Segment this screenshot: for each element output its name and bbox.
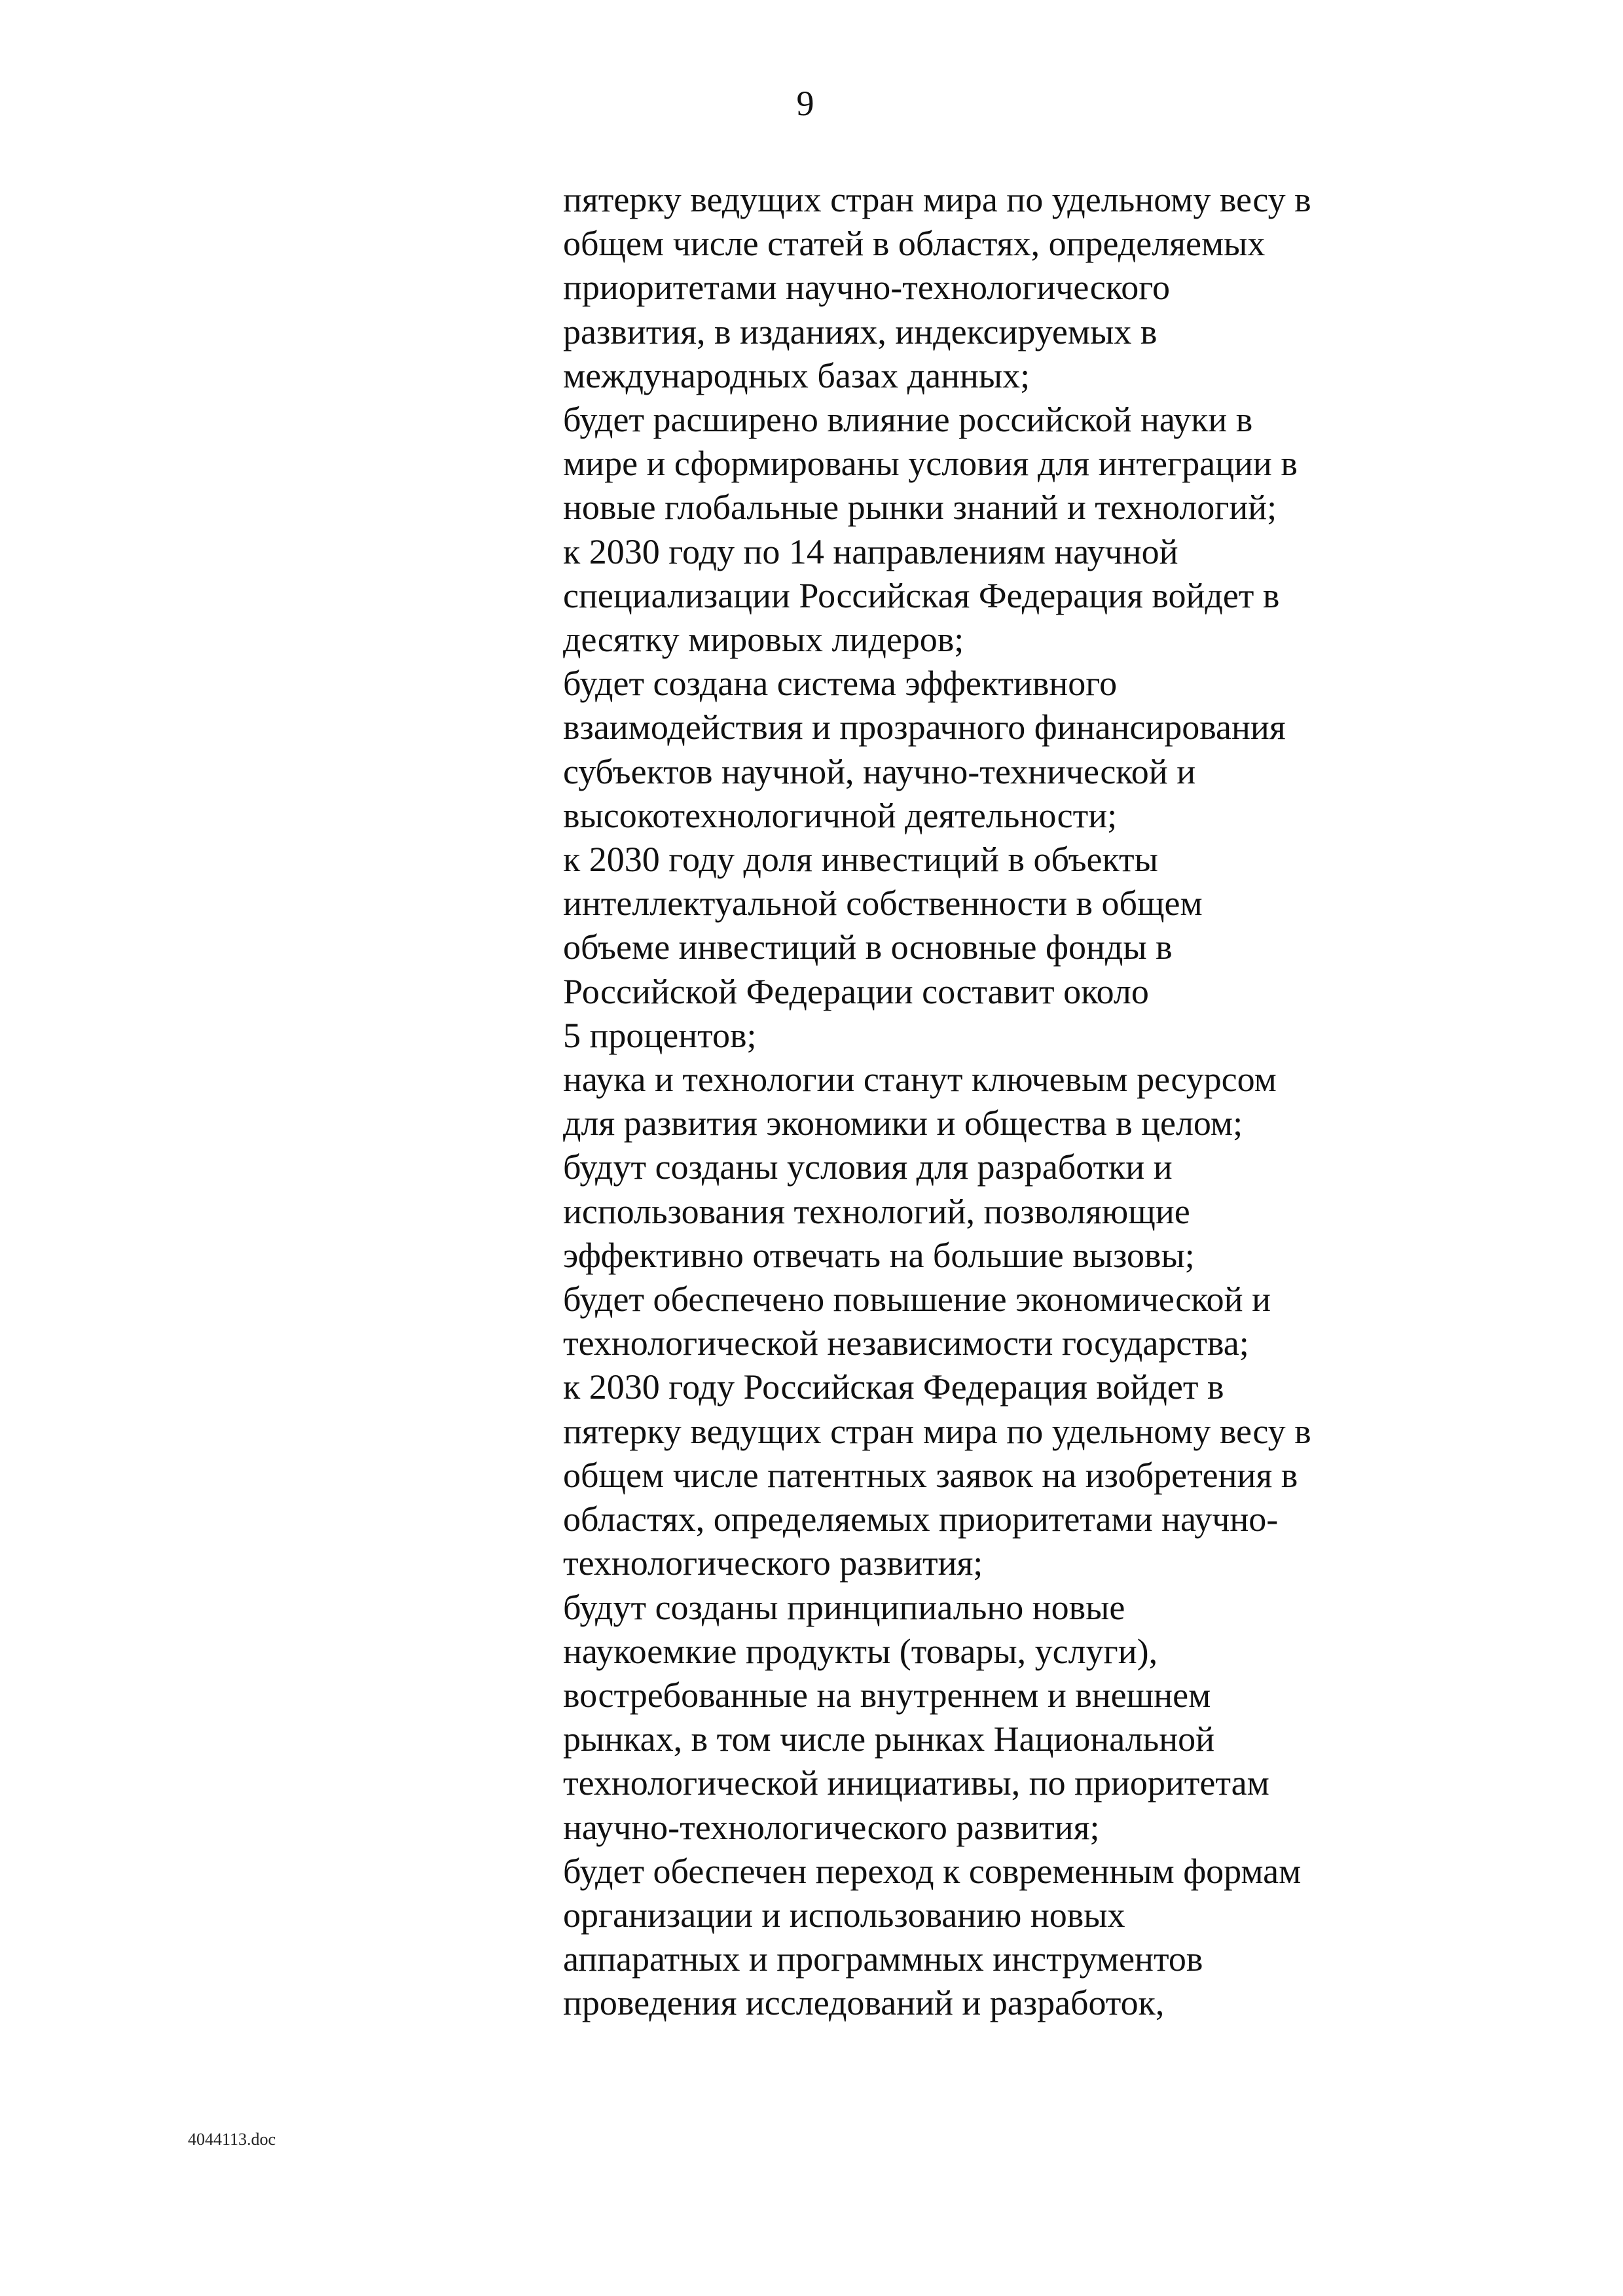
text-line: международных базах данных; xyxy=(563,355,1030,395)
text-line: пятерку ведущих стран мира по удельному весу в xyxy=(563,180,1311,219)
text-line: наукоемкие продукты (товары, услуги), xyxy=(563,1631,1158,1671)
text-line: научно-технологического развития; xyxy=(563,1807,1100,1847)
text-line: аппаратных и программных инструментов xyxy=(563,1939,1203,1979)
text-line: взаимодействия и прозрачного финансирования xyxy=(563,708,1286,747)
text-line: востребованные на внутреннем и внешнем xyxy=(563,1675,1211,1715)
text-line: десятку мировых лидеров; xyxy=(563,620,964,660)
text-line: пятерку ведущих стран мира по удельному весу в xyxy=(563,1411,1311,1451)
text-line: будет расширено влияние российской науки в xyxy=(563,400,1253,440)
text-line: рынках, в том числе рынках Национальной xyxy=(563,1719,1215,1759)
text-line: технологического развития; xyxy=(563,1543,983,1583)
text-line: развития, в изданиях, индексируемых в xyxy=(563,312,1158,351)
text-line: использования технологий, позволяющие xyxy=(563,1191,1190,1231)
text-line: эффективно отвечать на большие вызовы; xyxy=(563,1235,1195,1275)
text-line: будет обеспечен переход к современным формам xyxy=(563,1851,1302,1891)
text-line: 5 процентов; xyxy=(563,1015,757,1055)
text-line: интеллектуальной собственности в общем xyxy=(563,884,1203,924)
text-line: мире и сформированы условия для интеграции в xyxy=(563,444,1298,484)
text-line: Российской Федерации составит около xyxy=(563,971,1149,1011)
text-line: технологической независимости государства; xyxy=(563,1323,1249,1363)
text-line: для развития экономики и общества в целом; xyxy=(563,1103,1243,1143)
text-line: к 2030 году доля инвестиций в объекты xyxy=(563,840,1158,880)
text-line: будет создана система эффективного xyxy=(563,664,1118,704)
text-line: высокотехнологичной деятельности; xyxy=(563,795,1118,835)
text-line: областях, определяемых приоритетами научно- xyxy=(563,1499,1279,1539)
text-line: объеме инвестиций в основные фонды в xyxy=(563,927,1173,967)
document-file-code: 4044113.doc xyxy=(188,2130,276,2149)
text-line: технологической инициативы, по приоритетам xyxy=(563,1763,1269,1803)
text-line: будут созданы условия для разработки и xyxy=(563,1147,1173,1187)
text-line: специализации Российская Федерация войдет в xyxy=(563,575,1280,615)
text-line: будут созданы принципиально новые xyxy=(563,1587,1125,1627)
text-line: приоритетами научно-технологического xyxy=(563,268,1170,308)
text-line: наука и технологии станут ключевым ресурсом xyxy=(563,1060,1277,1100)
text-line: общем числе статей в областях, определяемых xyxy=(563,224,1266,264)
text-line: субъектов научной, научно-технической и xyxy=(563,751,1196,791)
text-line: к 2030 году по 14 направлениям научной xyxy=(563,531,1178,571)
text-line: будет обеспечено повышение экономической и xyxy=(563,1280,1271,1319)
text-line: организации и использованию новых xyxy=(563,1895,1125,1935)
text-line: общем числе патентных заявок на изобретения в xyxy=(563,1455,1298,1495)
page-number: 9 xyxy=(796,84,814,123)
body-text xyxy=(563,178,1427,2026)
text-line: к 2030 году Российская Федерация войдет в xyxy=(563,1367,1224,1407)
text-line: новые глобальные рынки знаний и технологий; xyxy=(563,488,1277,528)
text-line: проведения исследований и разработок, xyxy=(563,1983,1165,2023)
